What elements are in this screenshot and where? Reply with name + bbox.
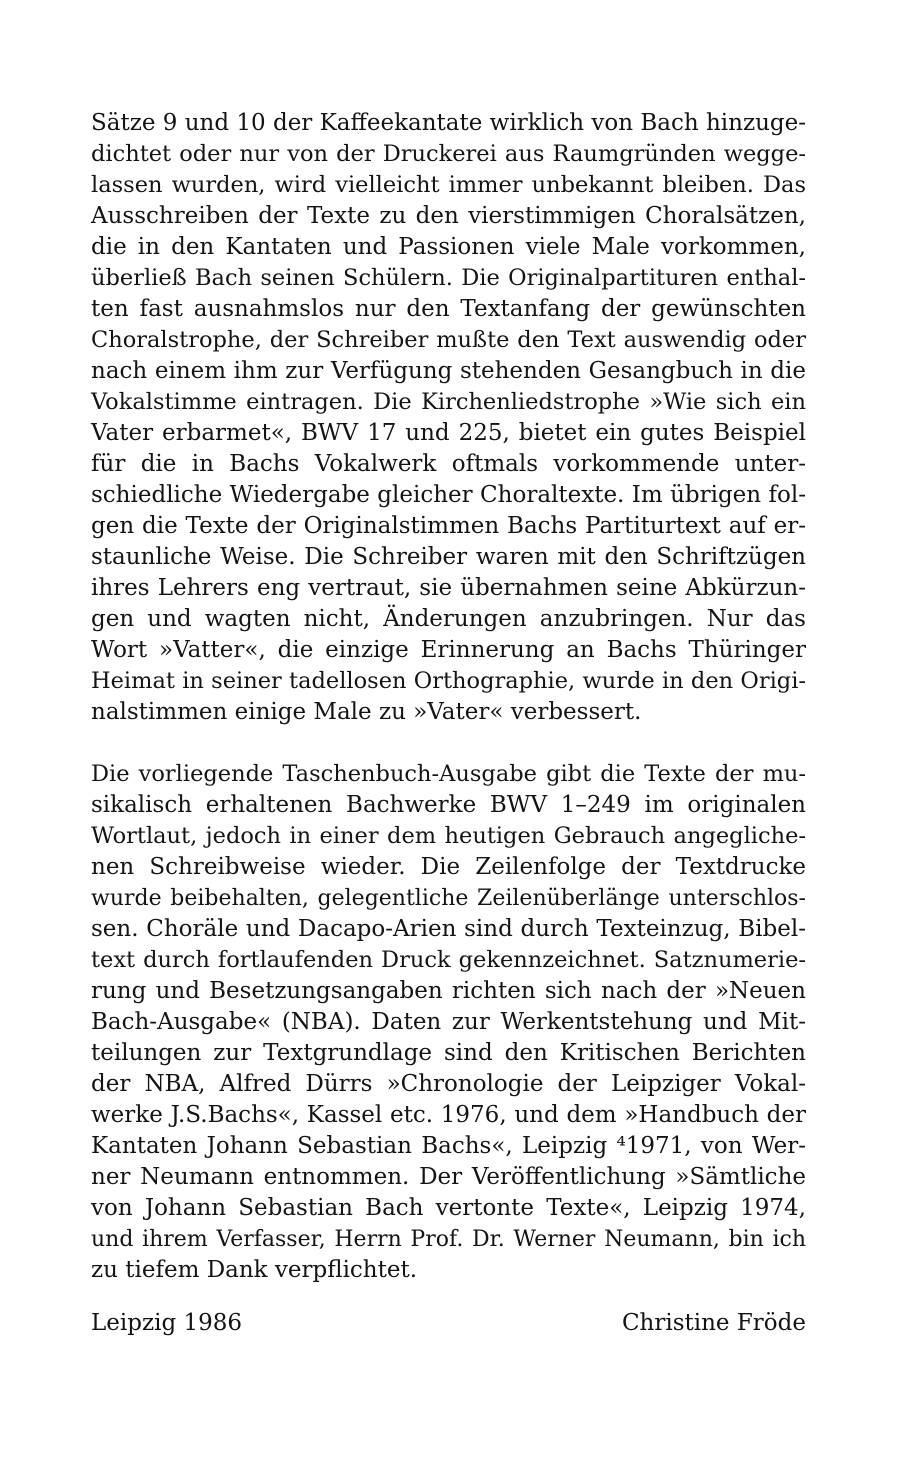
text-line: ner Neumann entnommen. Der Veröffentlichung »Sämtliche <box>91 1164 806 1190</box>
text-line: zu tiefem Dank verpflichtet. <box>91 1257 418 1283</box>
text-line: Heimat in seiner tadellosen Orthographie, wurde in den Origi- <box>91 668 806 694</box>
text-line: für die in Bachs Vokalwerk oftmals vorkommende unter- <box>91 451 806 477</box>
text-line: rung und Besetzungsangaben richten sich nach der »Neuen <box>91 978 806 1004</box>
text-line: Wortlaut, jedoch in einer dem heutigen Gebrauch angegliche- <box>91 823 806 849</box>
text-line: Wort »Vatter«, die einzige Erinnerung an Bachs Thüringer <box>91 637 806 663</box>
text-line: werke J.S.Bachs«, Kassel etc. 1976, und dem »Handbuch der <box>91 1102 806 1128</box>
text-line: dichtet oder nur von der Druckerei aus Raumgründen wegge- <box>91 141 806 167</box>
signature-line <box>91 1308 806 1339</box>
text-line: ten fast ausnahmslos nur den Textanfang der gewünschten <box>91 296 806 322</box>
text-line: sikalisch erhaltenen Bachwerke BWV 1–249 im originalen <box>91 792 806 818</box>
text-line: wurde beibehalten, gelegentliche Zeilenüberlänge unterschlos- <box>91 886 806 911</box>
text-line: der NBA, Alfred Dürrs »Chronologie der Leipziger Vokal- <box>91 1071 806 1097</box>
text-line: Choralstrophe, der Schreiber mußte den Text auswendig oder <box>91 327 806 353</box>
text-line: die in den Kantaten und Passionen viele Male vorkommen, <box>91 234 806 260</box>
text-line: gen die Texte der Originalstimmen Bachs Partiturtext auf er- <box>91 513 806 539</box>
text-line: text durch fortlaufenden Druck gekennzeichnet. Satznumerie- <box>91 947 806 973</box>
text-line: lassen wurden, wird vielleicht immer unbekannt bleiben. Das <box>91 172 806 198</box>
paragraph-gap <box>91 728 806 759</box>
text-line: überließ Bach seinen Schülern. Die Originalpartituren enthal- <box>91 265 806 291</box>
text-line: nen Schreibweise wieder. Die Zeilenfolge der Textdrucke <box>91 854 806 880</box>
text-line: teilungen zur Textgrundlage sind den Kritischen Berichten <box>91 1040 806 1066</box>
text-line: Vokalstimme eintragen. Die Kirchenliedstrophe »Wie sich ein <box>91 389 806 415</box>
text-line: Sätze 9 und 10 der Kaffeekantate wirklich von Bach hinzuge- <box>91 110 806 136</box>
text-line: Bach-Ausgabe« (NBA). Daten zur Werkentstehung und Mit- <box>91 1009 806 1035</box>
document-page <box>91 108 806 1339</box>
author-name: Christine Fröde <box>621 1310 806 1336</box>
text-line: sen. Choräle und Dacapo-Arien sind durch Texteinzug, Bibel- <box>91 916 806 942</box>
text-line: von Johann Sebastian Bach vertonte Texte«, Leipzig 1974, <box>91 1195 806 1221</box>
text-line: Kantaten Johann Sebastian Bachs«, Leipzig ⁴1971, von Wer- <box>91 1133 806 1159</box>
text-line: und ihrem Verfasser, Herrn Prof. Dr. Werner Neumann, bin ich <box>91 1227 806 1252</box>
text-line: schiedliche Wiedergabe gleicher Choraltexte. Im übrigen fol- <box>91 482 806 508</box>
text-line: nach einem ihm zur Verfügung stehenden Gesangbuch in die <box>91 358 806 384</box>
text-line: Ausschreiben der Texte zu den vierstimmigen Choralsätzen, <box>91 203 806 229</box>
text-line: ihres Lehrers eng vertraut, sie übernahmen seine Abkürzun- <box>91 575 806 601</box>
paragraph-1 <box>91 108 806 728</box>
place-date: Leipzig 1986 <box>91 1310 243 1336</box>
paragraph-2 <box>91 759 806 1286</box>
text-line: Die vorliegende Taschenbuch-Ausgabe gibt die Texte der mu- <box>91 761 806 787</box>
text-line: nalstimmen einige Male zu »Vater« verbessert. <box>91 699 642 725</box>
text-line: Vater erbarmet«, BWV 17 und 225, bietet ein gutes Beispiel <box>91 420 806 446</box>
text-line: staunliche Weise. Die Schreiber waren mit den Schriftzügen <box>91 544 806 570</box>
text-line: gen und wagten nicht, Änderungen anzubringen. Nur das <box>91 606 806 632</box>
